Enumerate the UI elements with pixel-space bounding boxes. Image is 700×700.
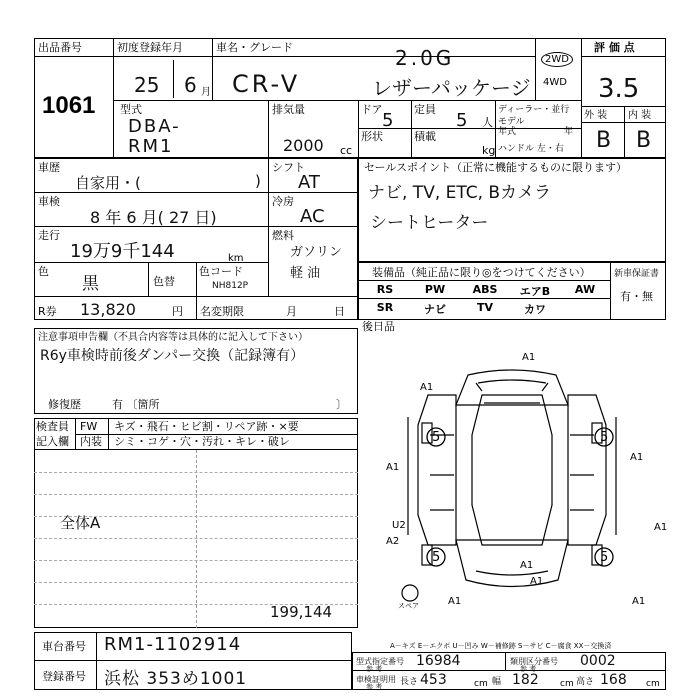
first-reg-month-suffix: 月 — [201, 87, 211, 98]
cert-sub: 参 考 — [366, 683, 383, 691]
inspector-fw: FW — [80, 420, 98, 433]
inspector-note: 全体A — [60, 514, 101, 532]
divider — [610, 262, 611, 320]
divider — [196, 450, 197, 628]
divider — [113, 56, 535, 57]
capacity-value: 5 — [456, 110, 468, 131]
lot-label: 出品番号 — [38, 41, 82, 54]
inspector-label-1: 検査員 — [36, 420, 69, 433]
damage-mark: A1 — [386, 462, 400, 473]
car-diagram — [358, 335, 666, 620]
divider — [34, 560, 358, 561]
divider — [358, 128, 581, 129]
shift-value: AT — [298, 172, 320, 193]
chassis-label: 車台番号 — [42, 640, 86, 653]
model-designation-sub: 参 考 — [366, 665, 383, 673]
damage-mark: A1 — [522, 352, 536, 363]
divider — [196, 262, 197, 296]
class-label: 類別区分番号 — [510, 657, 558, 666]
interior-grade: B — [636, 128, 652, 153]
model-designation-label: 型式指定番号 — [356, 657, 404, 666]
divider — [96, 632, 97, 690]
divider — [268, 100, 269, 158]
cert-label: 車検証明用 — [356, 675, 396, 684]
shift-label: シフト — [272, 161, 305, 174]
divider — [34, 538, 358, 539]
damage-mark: A1 — [654, 522, 668, 533]
displacement-unit: cc — [340, 144, 353, 157]
type-value-2: RM1 — [128, 136, 174, 157]
reg-label: 登録番号 — [42, 670, 86, 683]
damage-mark: A1 — [530, 576, 544, 587]
equip-leather: カワ — [524, 303, 546, 316]
plate-expiry-label: 名変期限 — [200, 305, 244, 318]
width-label: 幅 — [492, 677, 502, 687]
caution-text: R6y車検時前後ダンパー交換（記録簿有） — [40, 348, 305, 364]
seat-label: 後日品 — [362, 320, 395, 333]
tire-score-rl: 5 — [432, 550, 441, 565]
recycle-label: R券 — [38, 305, 57, 318]
spare-label: スペア — [398, 602, 419, 610]
color-code-label: 色コード — [199, 265, 243, 278]
inspection-label: 車検 — [38, 195, 60, 208]
repair-close: 〕 — [336, 398, 347, 411]
damage-mark: A1 — [448, 596, 462, 607]
class-value: 0002 — [580, 653, 616, 669]
width-value: 182 — [512, 672, 539, 688]
divider — [212, 38, 213, 100]
type-value-1: DBA- — [128, 116, 181, 137]
first-reg-year: 25 — [134, 73, 160, 97]
divider — [358, 298, 610, 299]
spare-tire — [402, 585, 418, 601]
damage-mark: A1 — [630, 452, 644, 463]
lot-number: 1061 — [42, 92, 96, 119]
inspector-int: 内装 — [80, 435, 102, 448]
divider — [352, 670, 666, 671]
length-unit: cm — [474, 679, 488, 689]
inspector-row1: キズ・飛石・ヒビ割・リペア跡・×要 — [114, 420, 299, 433]
damage-mark: A1 — [632, 596, 646, 607]
equip-sr: SR — [376, 301, 394, 314]
divider — [358, 100, 359, 158]
equip-aw: AW — [574, 283, 596, 296]
model-year-label: モデル 年式 — [498, 117, 525, 137]
equip-pw: PW — [424, 283, 446, 296]
height-label: 高さ — [576, 677, 595, 687]
divider — [581, 56, 666, 57]
divider — [34, 472, 358, 473]
divider — [358, 280, 610, 281]
repair-value: 有 〔箇所 — [112, 398, 160, 411]
mileage-unit: km — [228, 253, 244, 264]
fuel-value-2: 軽 油 — [290, 266, 321, 281]
width-unit: cm — [560, 679, 574, 689]
length-label: 長さ — [400, 677, 419, 687]
model-year-suffix: 年 — [564, 127, 574, 137]
divider — [535, 38, 536, 100]
first-reg-label: 初度登録年月 — [117, 41, 183, 54]
load-label: 積載 — [414, 130, 436, 143]
score: 3.5 — [598, 74, 640, 104]
divider — [148, 262, 149, 296]
divider — [411, 100, 412, 158]
new-car-warranty-value: 有・無 — [620, 290, 653, 303]
divider — [173, 60, 174, 98]
class-sub: 参 考 — [520, 665, 537, 673]
exterior-grade: B — [596, 128, 612, 153]
equip-abs: ABS — [472, 283, 498, 296]
history-close: ) — [255, 172, 261, 190]
fuel-label: 燃料 — [272, 229, 294, 242]
color-label: 色 — [38, 265, 49, 278]
dealer-label: ディーラー・並行 — [498, 105, 570, 115]
chassis-value: RM1-1102914 — [104, 634, 242, 655]
color-change-label: 色替 — [153, 275, 175, 288]
displacement-value: 2000 — [283, 136, 324, 155]
length-value: 453 — [420, 672, 447, 688]
mileage-display: 199,144 — [270, 603, 333, 621]
caution-label: 注意事項申告欄（不具合内容等は具体的に記入して下さい） — [38, 332, 308, 343]
inspector-row2: シミ・コゲ・穴・汚れ・キレ・破レ — [114, 435, 290, 448]
handle-label: ハンドル 左・右 — [498, 144, 564, 154]
equip-tv: TV — [476, 301, 494, 314]
equip-rs: RS — [376, 283, 394, 296]
divider — [113, 100, 581, 101]
tire-score-fl: 5 — [432, 430, 441, 445]
divider — [34, 494, 358, 495]
ac-label: 冷房 — [272, 195, 294, 208]
recycle-value: 13,820 — [80, 300, 136, 319]
divider — [34, 226, 358, 227]
inspector-label-2: 記入欄 — [36, 435, 69, 448]
rear-outline — [456, 540, 568, 587]
right-side-outline — [568, 395, 609, 545]
type-label: 型式 — [120, 103, 142, 116]
height-unit: cm — [646, 679, 660, 689]
divider — [34, 262, 268, 263]
new-car-warranty-label: 新車保証書 — [614, 269, 660, 279]
damage-mark: A2 — [386, 536, 400, 547]
divider — [581, 122, 666, 123]
damage-mark: A1 — [420, 382, 434, 393]
history-value: 自家用・( — [75, 174, 141, 192]
color-value: 黒 — [82, 274, 99, 294]
recycle-unit: 円 — [172, 305, 183, 318]
damage-legend: A－キズ E－エクボ U－凹み W－補修跡 S－サビ C－腐食 XX－交換済 — [390, 642, 612, 650]
doors-value: 5 — [382, 110, 394, 131]
drive-4wd: 4WD — [543, 77, 567, 88]
divider — [505, 652, 506, 670]
divider — [34, 56, 113, 57]
car-name: CR-V — [232, 70, 301, 98]
equipment-label: 装備品（純正品に限り◎をつけてください） — [372, 266, 591, 279]
divider — [268, 158, 269, 296]
damage-mark: U2 — [392, 520, 406, 531]
damage-mark: A1 — [520, 560, 534, 571]
grade-name: レザーパッケージ — [372, 76, 531, 100]
tire-score-rr: 5 — [600, 550, 609, 565]
left-side-outline — [418, 395, 456, 545]
divider — [495, 100, 496, 158]
divider — [34, 660, 352, 661]
ac-value: AC — [300, 206, 325, 227]
fuel-value-1: ガソリン — [290, 245, 343, 260]
mileage-label: 走行 — [38, 229, 60, 242]
capacity-label: 定員 — [414, 103, 436, 116]
load-unit: kg — [482, 144, 496, 157]
inspection-value: 8 年 6 月( 27 日) — [90, 208, 217, 227]
sales-point-line1: ナビ, TV, ETC, Bカメラ — [368, 183, 552, 203]
divider — [34, 192, 358, 193]
repair-label: 修復歴 — [48, 398, 81, 411]
color-code-value: NH812P — [212, 281, 249, 291]
model-designation-value: 16984 — [416, 653, 461, 669]
divider — [624, 106, 625, 158]
exterior-label: 外 装 — [584, 110, 608, 121]
first-reg-month: 6 — [184, 73, 197, 97]
capacity-unit: 人 — [482, 116, 493, 129]
displacement-label: 排気量 — [272, 103, 305, 116]
month-label: 月 — [286, 305, 297, 318]
tire-score-fr: 5 — [600, 430, 609, 445]
shape-label: 形状 — [361, 130, 383, 143]
model-label: 車名・グレード — [216, 41, 293, 54]
height-value: 168 — [600, 672, 627, 688]
interior-label: 内 装 — [628, 110, 652, 121]
sales-point-label: セールスポイント（正常に機能するものに限ります） — [364, 161, 628, 174]
history-label: 車歴 — [38, 161, 60, 174]
roof-outline — [472, 395, 552, 545]
mileage-value: 19万9千144 — [70, 241, 175, 262]
grade-box-label: 評 価 点 — [594, 41, 635, 54]
grade-engine: 2.0G — [395, 46, 455, 70]
day-label: 日 — [334, 305, 345, 318]
divider — [34, 582, 358, 583]
hood-outline — [456, 370, 568, 405]
sales-point-line2: シートヒーター — [370, 213, 489, 233]
doors-label: ドア — [361, 103, 383, 116]
equip-navi: ナビ — [424, 303, 446, 316]
reg-value: 浜松 353め1001 — [104, 669, 248, 689]
drive-2wd: 2WD — [541, 52, 573, 67]
divider — [196, 296, 197, 320]
equip-airbag: エアB — [519, 285, 551, 298]
